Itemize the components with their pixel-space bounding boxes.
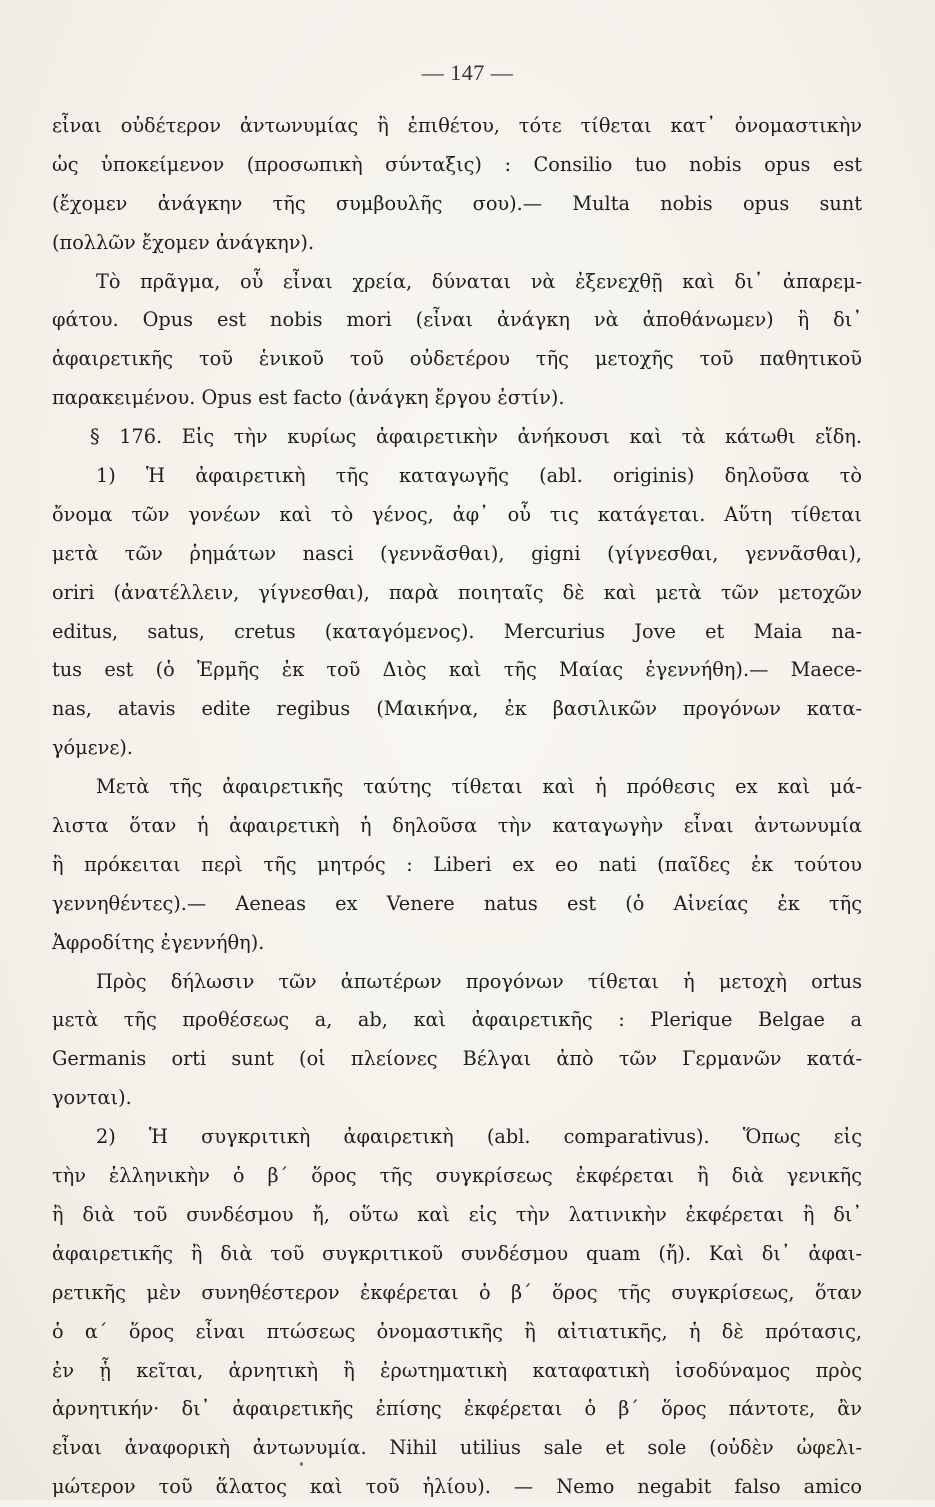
- text-line: nas, atavis edite regibus (Μαικήνα, ἐκ βασιλικῶν προγόνων κατα-: [52, 697, 862, 721]
- text-line: ὁ α´ ὅρος εἶναι πτώσεως ὀνομαστικῆς ἢ αἰτιατικῆς, ἡ δὲ πρότασις,: [52, 1319, 862, 1343]
- text-line: γεννηθέντες).— Aeneas ex Venere natus est (ὁ Αἰνείας ἐκ τῆς: [52, 891, 862, 915]
- text-line: ὄνομα τῶν γονέων καὶ τὸ γένος, ἀφ᾽ οὗ τις κατάγεται. Αὕτη τίθεται: [52, 502, 862, 526]
- text-line: oriri (ἀνατέλλειν, γίγνεσθαι), παρὰ ποιηταῖς δὲ καὶ μετὰ τῶν μετοχῶν: [52, 580, 862, 604]
- text-line: ἐν ᾗ κεῖται, ἀρνητικὴ ἢ ἐρωτηματικὴ καταφατικὴ ἰσοδύναμος πρὸς: [52, 1358, 862, 1382]
- text-line: φάτου. Opus est nobis mori (εἶναι ἀνάγκη νὰ ἀποθάνωμεν) ἢ δι᾽: [52, 308, 862, 332]
- text-line: ὡς ὑποκείμενον (προσωπικὴ σύνταξις) : Consilio tuo nobis opus est: [52, 152, 862, 176]
- text-line: εἶναι οὐδέτερον ἀντωνυμίας ἢ ἐπιθέτου, τότε τίθεται κατ᾽ ὀνομαστικὴν: [52, 114, 862, 137]
- text-line: ἀφαιρετικῆς ἢ διὰ τοῦ συγκριτικοῦ συνδέσμου quam (ἤ). Καὶ δι᾽ ἀφαι-: [52, 1241, 862, 1265]
- text-line: Ἀφροδίτης ἐγεννήθη).: [52, 930, 265, 954]
- text-line: μετὰ τῆς προθέσεως a, ab, καὶ ἀφαιρετικῆς : Plerique Belgae a: [52, 1008, 862, 1032]
- text-line: λιστα ὅταν ἡ ἀφαιρετικὴ ἡ δηλοῦσα τὴν καταγωγὴν εἶναι ἀντωνυμία: [52, 814, 862, 838]
- text-line: (ἔχομεν ἀνάγκην τῆς συμβουλῆς σου).— Multa nobis opus sunt: [52, 191, 862, 215]
- text-line: εἶναι ἀναφορικὴ ἀντωνυμία. Nihil utilius sale et sole (οὐδὲν ὠφελι-: [52, 1436, 862, 1460]
- text-line: τὴν ἑλληνικὴν ὁ β´ ὅρος τῆς συγκρίσεως ἐκφέρεται ἢ διὰ γενικῆς: [52, 1164, 862, 1188]
- text-line: παρακειμένου. Opus est facto (ἀνάγκη ἔργου ἐστίν).: [52, 386, 565, 410]
- text-line: 1) Ἡ ἀφαιρετικὴ τῆς καταγωγῆς (abl. originis) δηλοῦσα τὸ: [96, 464, 862, 488]
- text-line: γόμενε).: [52, 736, 134, 760]
- text-line: ἢ διὰ τοῦ συνδέσμου ἤ, οὕτω καὶ εἰς τὴν λατινικὴν ἐκφέρεται ἢ δι᾽: [52, 1202, 862, 1226]
- text-line: ρετικῆς μὲν συνηθέστερον ἐκφέρεται ὁ β´ ὅρος τῆς συγκρίσεως, ὅταν: [52, 1280, 862, 1304]
- text-line: γονται).: [52, 1086, 132, 1110]
- text-line: ἢ πρόκειται περὶ τῆς μητρός : Liberi ex eo nati (παῖδες ἐκ τούτου: [52, 852, 862, 876]
- text-line: μώτερον τοῦ ἅλατος καὶ τοῦ ἡλίου). — Nemo negabit falso amico: [52, 1475, 862, 1499]
- text-line: μετὰ τῶν ῥημάτων nasci (γεννᾶσθαι), gigni (γίγνεσθαι, γεννᾶσθαι),: [52, 541, 862, 565]
- text-line: ἀρνητικήν· δι᾽ ἀφαιρετικῆς ἐπίσης ἐκφέρεται ὁ β´ ὅρος πάντοτε, ἂν: [52, 1397, 862, 1421]
- text-line: Germanis orti sunt (οἱ πλείονες Βέλγαι ἀπὸ τῶν Γερμανῶν κατά-: [52, 1047, 862, 1071]
- body-text: [52, 107, 862, 1507]
- text-line: (πολλῶν ἔχομεν ἀνάγκην).: [52, 230, 315, 254]
- page-number: — 147 —: [421, 60, 514, 85]
- text-line: 2) Ἡ συγκριτικὴ ἀφαιρετικὴ (abl. comparativus). Ὅπως εἰς: [96, 1125, 862, 1149]
- text-line: ἀφαιρετικῆς τοῦ ἑνικοῦ τοῦ οὐδετέρου τῆς μετοχῆς τοῦ παθητικοῦ: [52, 347, 862, 371]
- text-line: Τὸ πρᾶγμα, οὗ εἶναι χρεία, δύναται νὰ ἐξενεχθῇ καὶ δι᾽ ἀπαρεμ-: [96, 269, 862, 293]
- section-heading-line: § 176. Εἰς τὴν κυρίως ἀφαιρετικὴν ἀνήκουσι καὶ τὰ κάτωθι εἴδη.: [90, 425, 862, 449]
- text-line: tus est (ὁ Ἑρμῆς ἐκ τοῦ Διὸς καὶ τῆς Μαίας ἐγεννήθη).— Maece-: [52, 658, 862, 682]
- text-line: editus, satus, cretus (καταγόμενος). Mercurius Jove et Maia na-: [52, 619, 862, 643]
- text-line: Πρὸς δήλωσιν τῶν ἀπωτέρων προγόνων τίθεται ἡ μετοχὴ ortus: [96, 969, 862, 993]
- paper-speck: [300, 1462, 303, 1466]
- text-line: Μετὰ τῆς ἀφαιρετικῆς ταύτης τίθεται καὶ ἡ πρόθεσις ex καὶ μά-: [96, 775, 862, 799]
